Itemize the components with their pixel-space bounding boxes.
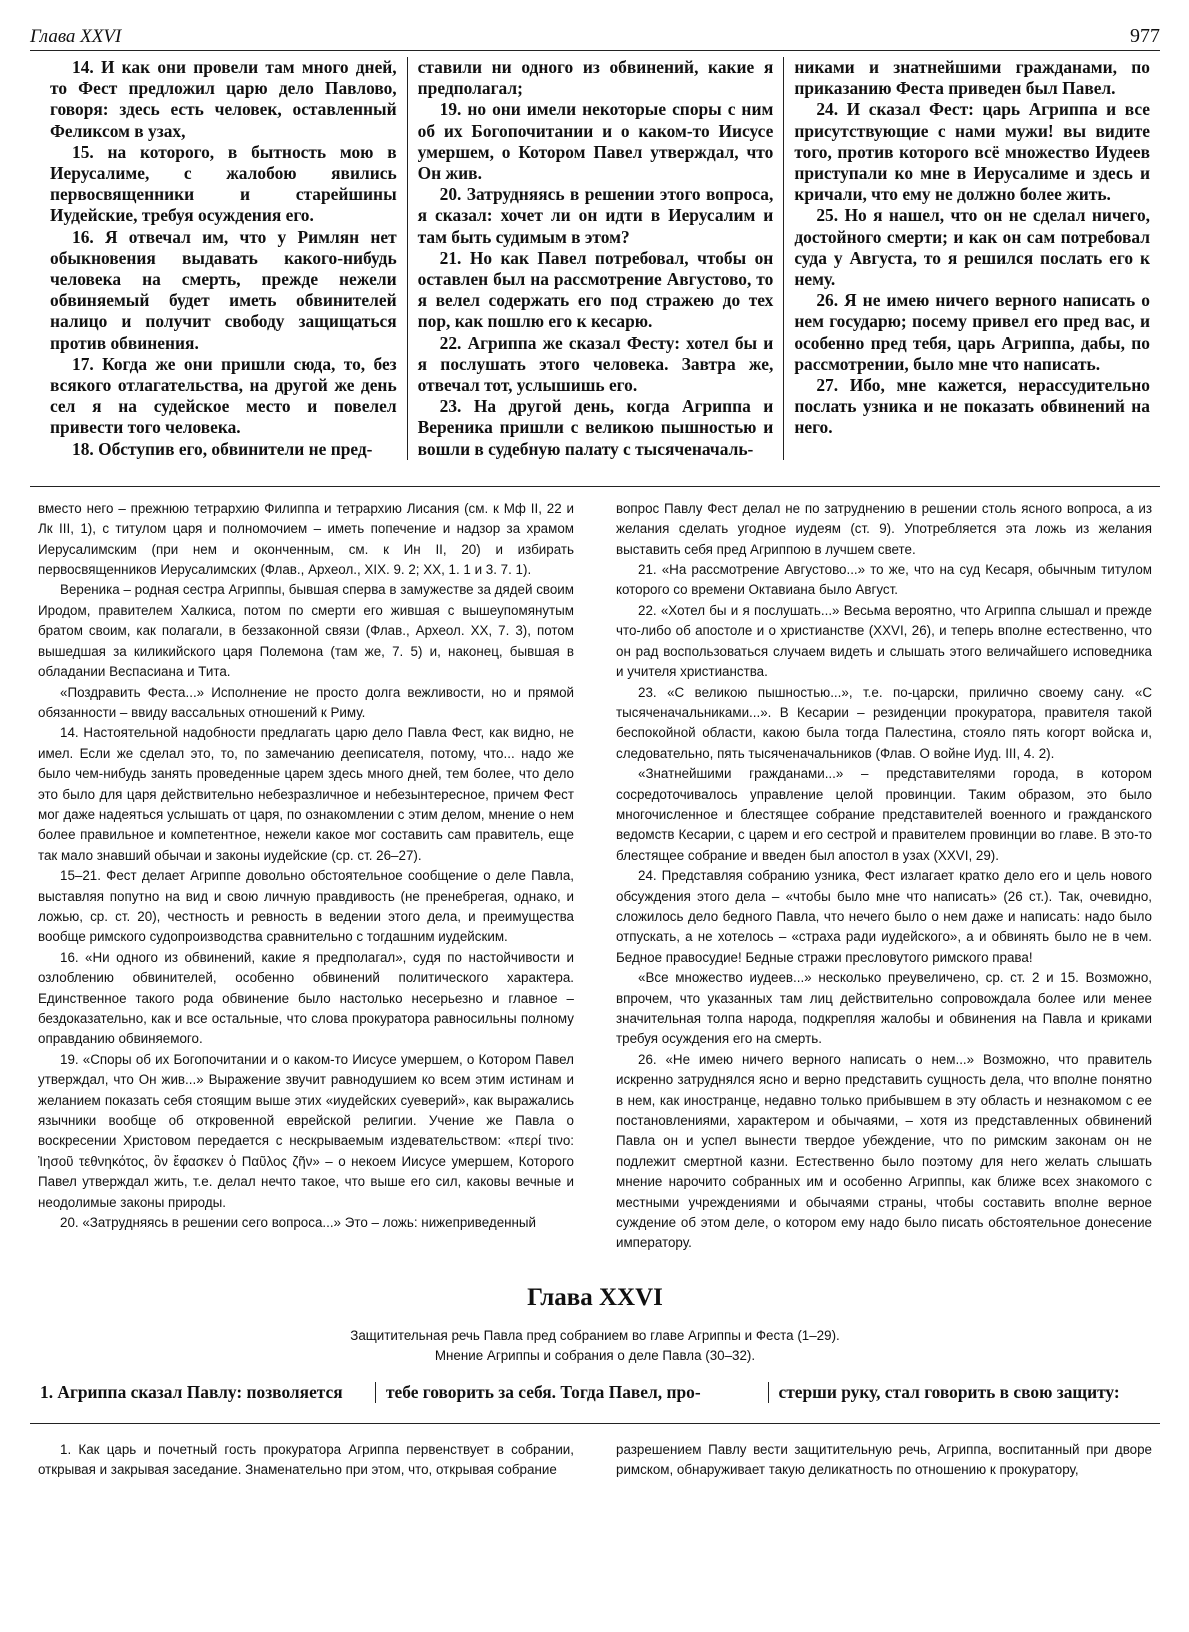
page — [30, 18, 1160, 1481]
scripture-column-1 — [30, 57, 407, 460]
commentary-paragraph: 23. «С великою пышностью...», т.е. по-царски, прилично своему сану. «С тысяченачальниками...». В Кесарии – резиденции прокуратора, правителя такой беспокойной области, какою была тогда Палестина, стояло пять когорт войска и, следовательно, пять тысяченачальников (Флав. О войне Иуд. III, 4. 2). — [616, 684, 1152, 761]
verse-24: 24. И сказал Фест: царь Агриппа и все присутствующие с нами мужи! вы видите того, против которого всё множество Иудеев приступали ко мне в Иерусалиме и здесь и кричали, что ему не должно более жить. — [794, 99, 1150, 205]
summary-line: Мнение Агриппы и собрания о деле Павла (30–32). — [434, 1347, 756, 1363]
verse-21: 21. Но как Павел потребовал, чтобы он оставлен был на рассмотрение Августово, то я велел содержать его под стражею до тех пор, как пошлю его к кесарю. — [417, 247, 774, 332]
verse-15: 15. на которого, в бытность мою в Иерусалиме, с жалобою явились первосвященники и старейшины Иудейские, требуя осуждения его. — [50, 141, 397, 226]
commentary-paragraph: 22. «Хотел бы и я послушать...» Весьма вероятно, что Агриппа слышал и прежде что-либо об апостоле и о христианстве (XXVI, 26), и теперь вполне естественно, что он рад воспользоваться случаем видеть и слышать этого величайшего исповедника и учителя христианства. — [616, 602, 1152, 680]
commentary-paragraph: «Знатнейшими гражданами...» – представителями города, в котором сосредоточивалось управление целой провинции. Таким образом, это было многочисленное и блестящее собрание представителей военного и гражданского ведомств Кесарии, с царем и его сестрой и правителем провинции во главе. В это-то блестящее собрание и введен был апостол в узах (XXVI, 29). — [616, 766, 1152, 863]
commentary-paragraph: 14. Настоятельной надобности предлагать царю дело Павла Фест, как видно, не имел. Если же сделал это, то, по замечанию дееписателя, потому, что... надо же было чем-нибудь занять проведенные царем здесь много дней, тем более, что дело это было для царя действительно небезразличное и небезынтересное, причем Фест мог даже надеяться услышать от царя, по ознакомлении с этим делом, мнение о нем более правильное и компетентное, нежели какое мог составить сам правитель, еще так мало знавший обычаи и законы иудейские (ср. ст. 26–27). — [38, 725, 574, 863]
scripture-column-2 — [407, 57, 784, 460]
verse-20: 20. Затрудняясь в решении этого вопроса, я сказал: хочет ли он идти в Иерусалим и там быть судимым в этом? — [417, 184, 774, 247]
commentary-paragraph: «Поздравить Феста...» Исполнение не просто долга вежливости, но и прямой обязанности – ввиду вассальных отношений к Риму. — [38, 684, 574, 720]
commentary-paragraph: 1. Как царь и почетный гость прокуратора Агриппа первенствует в собрании, открывая и закрывая заседание. Знаменательно при этом, что, открывая собрание — [38, 1441, 574, 1478]
verse-23-cont: никами и знатнейшими гражданами, по приказанию Феста приведен был Павел. — [794, 57, 1150, 99]
commentary-paragraph: 21. «На рассмотрение Августово...» то же, что на суд Кесаря, обычным титулом которого со времени Октавиана было Август. — [616, 562, 1152, 598]
commentary-paragraph: Вереника – родная сестра Агриппы, бывшая сперва в замужестве за дядей своим Иродом, правителем Халкиса, потом по смерти его жившая с вышеупомянутым братом своим, как полагали, в беззаконной связи (Флав., Археол. XX, 7. 3), потом вышедшая за киликийского царя Полемона (там же, 7. 5) и, наконец, бывшая в обладании Веспасиана и Тита. — [38, 582, 574, 680]
verse-16: 16. Я отвечал им, что у Римлян нет обыкновения выдавать какого-нибудь человека на смерть, прежде нежели обвиняемый будет иметь обвинителей налицо и получит свободу защищаться против обвинения. — [50, 226, 397, 353]
commentary-column-2 — [608, 499, 1160, 1254]
commentary-paragraph: 16. «Ни одного из обвинений, какие я предполагал», судя по настойчивости и озлоблению обвинителей, особенно обвинений политического характера. Единственное такого рода обвинение было настолько несерьезно и главное – бездоказательно, как и все остальные, что слова прокуратора равносильны полному оправданию обвиняемого. — [38, 949, 574, 1047]
commentary-paragraph: вопрос Павлу Фест делал не по затруднению в решении столь ясного вопроса, а из желания сделать угодное иудеям (ст. 9). Употребляется эта ложь из желания выставить себя пред Агриппою в лучшем свете. — [616, 500, 1152, 557]
commentary-column-2 — [608, 1440, 1160, 1481]
commentary-paragraph: вместо него – прежнюю тетрархию Филиппа и тетрархию Лисания (см. к Мф II, 22 и Лк III, 1), с титулом царя и полномочием – иметь попечение и надзор за храмом Иерусалимским (при нем и оконченным, см. к Ин II, 20) и избирать первосвященников Иерусалимских (Флав., Археол., XIX. 9. 2; XX, 1. 1 и 3. 7. 1). — [38, 500, 574, 578]
verse-22: 22. Агриппа же сказал Фесту: хотел бы и я послушать этого человека. Завтра же, отвечал тот, услышишь его. — [417, 332, 774, 396]
scripture-text — [30, 57, 1160, 460]
verse-19: 19. но они имели некоторые споры с ним об их Богопочитании и о каком-то Иисусе умершем, о Котором Павел утверждал, что Он жив. — [417, 99, 774, 184]
chapter-commentary — [30, 1440, 1160, 1481]
summary-line: Защитительная речь Павла пред собранием во главе Агриппы и Феста (1–29). — [350, 1327, 840, 1343]
verse-25: 25. Но я нашел, что он не сделал ничего, достойного смерти; и как он сам потребовал суда у Августа, то я решился послать его к нему. — [794, 205, 1150, 290]
running-title: Глава XXVI — [30, 26, 122, 47]
chapter-summary — [30, 1326, 1160, 1366]
commentary-paragraph: «Все множество иудеев...» несколько преувеличено, ср. ст. 2 и 15. Возможно, впрочем, что указанных там лиц действительно сопровождала более или менее значительная толпа народа, подкрепляя жалобы и обвинения на Павла и криками требуя осуждения его на смерть. — [616, 970, 1152, 1047]
verse-18: 18. Обступив его, обвинители не пред- — [72, 438, 373, 459]
commentary-paragraph: 19. «Споры об их Богопочитании и о каком-то Иисусе умершем, о Котором Павел утверждал, что Он жив...» Выражение звучит равнодушием ко всем этим истинам и желанием показать себя стоящим выше этих «иудейских суеверий», как выражались язычники вообще об откровенной еврейской религии. Учение же Павла о воскресении Христовом передается с нескрываемым издевательством: «περί τινο: Ἰησοῦ τεθνηκότος, ὃν ἔφασκεν ὁ Παῦλος ζῆν» – о некоем Иисусе умершем, Которого Павел утверждал жить, т.е. делал нечто такое, что выше его сил, каковы вечные и неодолимые законы природы. — [38, 1051, 574, 1210]
commentary-paragraph: 20. «Затрудняясь в решении сего вопроса...» Это – ложь: нижеприведенный — [60, 1215, 537, 1231]
verse-27: 27. Ибо, мне кажется, нерассудительно послать узника и не показать обвинений на него. — [794, 375, 1150, 438]
commentary-paragraph: 15–21. Фест делает Агриппе довольно обстоятельное сообщение о деле Павла, выставляя попутно на вид и свою личную правдивость (не пренебрегая, однако, и ложью, ср. ст. 20), честность и ревность в ведении этого дела, и преимущества вообще римского судопроизводства сравнительно с тогдашним иудейским. — [38, 868, 574, 945]
verse-1-part: тебе говорить за себя. Тогда Павел, про- — [375, 1382, 768, 1403]
verse-23: 23. На другой день, когда Агриппа и Вереника пришли с великою пышностью и вошли в судебную палату с тысяченачаль- — [417, 396, 774, 459]
running-header — [30, 18, 1160, 51]
chapter-title: Глава XXVI — [527, 1283, 663, 1311]
verse-18-cont: ставили ни одного из обвинений, какие я предполагал; — [417, 57, 774, 99]
verse-26: 26. Я не имею ничего верного написать о нем государю; посему привел его пред вас, и особенно пред тебя, царь Агриппа, дабы, по рассмотрении, было мне что написать. — [794, 290, 1150, 374]
scripture-column-3 — [783, 57, 1160, 460]
verse-14: 14. И как они провели там много дней, то Фест предложил царю дело Павлово, говоря: здесь есть человек, оставленный Феликсом в узах, — [50, 57, 397, 141]
commentary-paragraph: 26. «Не имею ничего верного написать о нем...» Возможно, что правитель искренно затруднялся ясно и верно представить сущность дела, что вполне понятно в нем, как иностранце, недавно только прибывшем в эту область и незнакомом с ее постановлениями, характером и обычаями, – хотя из представленных обвинений Павла он и успел вынести твердое убеждение, что по римским законам он не подлежит смертной казни. Естественно было поэтому для него желать слышать мнение нарочито собранных им и особенно Агриппы, как ближе всех знакомого с местными учреждениями и обычаями страны, чтобы составить вполне верное суждение об этом деле, о котором ему надо было писать обстоятельное донесение императору. — [616, 1051, 1152, 1251]
commentary-column-1 — [30, 1440, 582, 1481]
verse-17: 17. Когда же они пришли сюда, то, без всякого отлагательства, на другой же день сел я на судейское место и повелел привести того человека. — [50, 353, 397, 438]
commentary — [30, 499, 1160, 1254]
commentary-paragraph: 24. Представляя собранию узника, Фест излагает кратко дело его и цель нового обсуждения этого дела – «чтобы было мне что написать» (26 ст.). Так, очевидно, сложилось дело бедного Павла, что нечего было о нем даже и написать: надо было отпускать, а не хотелось – «страха ради иудейского», а и обвинять было не в чем. Бедное правосудие! Бедные стражи пресловутого римского права! — [616, 868, 1152, 965]
commentary-column-1 — [30, 499, 582, 1254]
verse-1-part: стерши руку, стал говорить в свою защиту: — [768, 1382, 1161, 1403]
chapter-verse-1 — [30, 1382, 1160, 1403]
divider — [30, 486, 1160, 487]
verse-1-part: 1. Агриппа сказал Павлу: позволяется — [40, 1381, 343, 1402]
page-number: 977 — [1130, 25, 1160, 47]
divider — [30, 1423, 1160, 1424]
commentary-paragraph: разрешением Павлу вести защитительную речь, Агриппа, воспитанный при дворе римском, обнаруживает такую деликатность по отношению к прокуратору, — [616, 1441, 1152, 1478]
